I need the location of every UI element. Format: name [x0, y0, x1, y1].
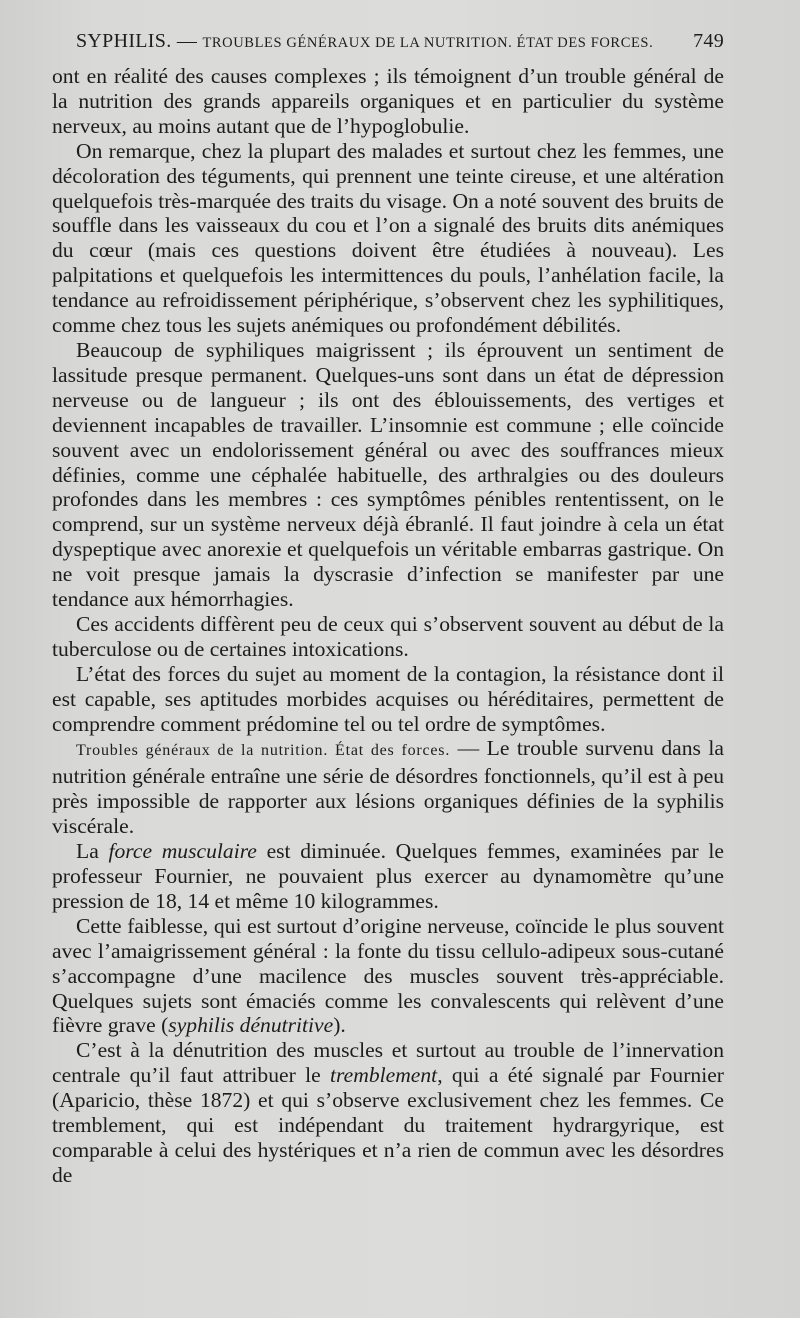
paragraph-3: Beaucoup de syphiliques maigrissent ; ils éprouvent un sentiment de lassitude presque permanent. Quelques-uns sont dans un état de dépression nerveuse ou de langueur ; ils ont des éblouissements, des vertiges et deviennent incapables de travailler. L’insomnie est commune ; elle coïncide souvent avec un endolorissement général ou avec des souffrances mieux définies, comme une céphalée habituelle, des arthralgies ou des douleurs profondes dans les membres : ces symptômes pénibles rententissent, on le comprend, sur un système nerveux déjà ébranlé. Il faut joindre à cela un état dyspeptique avec anorexie et quelquefois un véritable embarras gastrique. On ne voit presque jamais la dyscrasie d’infection se manifester par une tendance aux hémorrhagies.: [52, 337, 724, 612]
paragraph-2: On remarque, chez la plupart des malades et surtout chez les femmes, une décoloration des téguments, qui prennent une teinte cireuse, et une altération quelquefois très-marquée des traits du visage. On a noté souvent des bruits de souffle dans les vaisseaux du cou et l’on a signalé des bruits dits anémiques du cœur (mais ces questions doivent être étudiées à nouveau). Les palpitations et quelquefois les intermittences du pouls, l’anhélation facile, la tendance au refroidissement périphérique, s’observent chez les syphilitiques, comme chez tous les sujets anémiques ou profondément débilités.: [52, 138, 724, 338]
paragraph-6: [52, 736, 724, 839]
running-title: [76, 30, 653, 53]
paragraph-9: [52, 1038, 724, 1187]
paragraph-4: Ces accidents diffèrent peu de ceux qui s’observent souvent au début de la tuberculose ou de certaines intoxications.: [52, 611, 724, 661]
paragraph-8: [52, 914, 724, 1039]
paragraph-5: L’état des forces du sujet au moment de la contagion, la résistance dont il est capable, ses aptitudes morbides acquises ou héréditaires, permettent de comprendre comment prédomine tel ou tel ordre de symptômes.: [52, 661, 724, 736]
p8-text-b: ).: [333, 1013, 346, 1038]
paragraph-7: [52, 839, 724, 914]
p9-text-a: C’est à la dénutrition des muscles et surtout au trouble de l’innervation centrale qu’il faut attribuer le: [52, 1038, 724, 1088]
page-number: 749: [693, 30, 724, 52]
p7-text-a: La: [76, 839, 99, 864]
p9-text-b: , qui a été signalé par Fournier (Aparicio, thèse 1872) et qui s’observe exclusivement chez les femmes. Ce tremblement, qui est indépendant du traitement hydrargyrique, est comparable à celui des hystériques et n’a rien de commun avec les désordres de: [52, 1063, 724, 1187]
header-dash: —: [176, 30, 198, 52]
italic-tremblement: tremblement: [330, 1063, 438, 1088]
p7-text-b: est diminuée. Quelques femmes, examinées par le professeur Fournier, ne pouvaient plus exercer au dynamomètre qu’une pression de 18, 14 et même 10 kilogrammes.: [52, 839, 724, 913]
italic-syphilis-denutritive: syphilis dénutritive: [168, 1013, 334, 1038]
italic-force-musculaire: force musculaire: [108, 839, 257, 864]
paragraph-1: ont en réalité des causes complexes ; ils témoignent d’un trouble général de la nutrition des grands appareils organiques et en particulier du système nerveux, au moins autant que de l’hypoglobulie.: [52, 64, 724, 138]
section-body: — Le trouble survenu dans la nutrition générale entraîne une série de désordres fonctionnels, qu’il est à peu près impossible de rapporter aux lésions organiques définies de la syphilis viscérale.: [52, 736, 724, 839]
header-subtitle: TROUBLES GÉNÉRAUX DE LA NUTRITION. ÉTAT DES FORCES.: [202, 35, 654, 51]
section-heading: Troubles généraux de la nutrition. État des forces.: [76, 742, 451, 760]
running-header: [76, 30, 724, 53]
header-title: SYPHILIS.: [76, 30, 172, 52]
p8-text-a: Cette faiblesse, qui est surtout d’origine nerveuse, coïncide le plus souvent avec l’amaigrissement général : la fonte du tissu cellulo-adipeux sous-cutané s’accompagne d’une macilence des muscles souvent très-appréciable. Quelques sujets sont émaciés comme les convalescents qui relèvent d’une fièvre grave (: [52, 913, 724, 1038]
body-text: [52, 64, 724, 1188]
